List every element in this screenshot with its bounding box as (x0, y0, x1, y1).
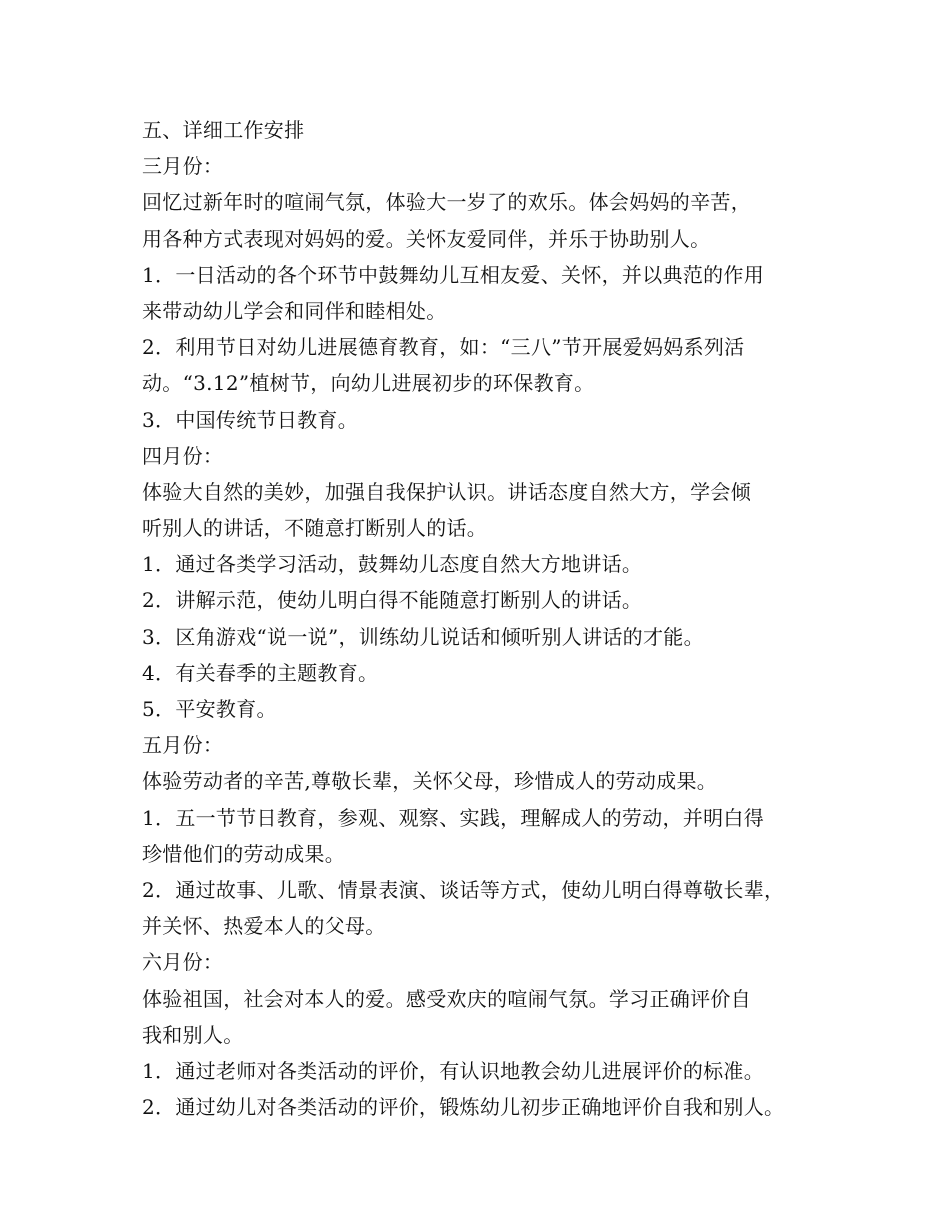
month-heading-june: 六月份： (142, 950, 224, 975)
month-heading-april: 四月份： (142, 443, 224, 468)
list-item-line: 2．讲解示范，使幼儿明白得不能随意打断别人的讲话。 (142, 588, 643, 613)
paragraph-line: 用各种方式表现对妈妈的爱。关怀友爱同伴，并乐于协助别人。 (142, 226, 711, 251)
list-item-line: 1．通过老师对各类活动的评价，有认识地教会幼儿进展评价的标准。 (142, 1058, 765, 1083)
paragraph-line: 体验大自然的美妙，加强自我保护认识。讲话态度自然大方，学会倾 (142, 479, 751, 504)
section-heading: 五、详细工作安排 (142, 118, 305, 142)
list-item-line: 3．中国传统节日教育。 (142, 407, 359, 432)
list-item-line: 4．有关春季的主题教育。 (142, 660, 379, 685)
paragraph-line: 回忆过新年时的喧闹气氛，体验大一岁了的欢乐。体会妈妈的辛苦， (142, 190, 751, 215)
month-heading-march: 三月份： (142, 154, 224, 179)
list-item-line: 2．通过幼儿对各类活动的评价，锻炼幼儿初步正确地评价自我和别人。 (142, 1095, 785, 1120)
month-heading-may: 五月份： (142, 733, 224, 758)
list-item-line: 2．通过故事、儿歌、情景表演、谈话等方式，使幼儿明白得尊敬长辈， (142, 877, 785, 902)
list-item-line: 1．一日活动的各个环节中鼓舞幼儿互相友爱、关怀，并以典范的作用 (142, 262, 765, 287)
paragraph-line: 体验祖国，社会对本人的爱。感受欢庆的喧闹气氛。学习正确评价自 (142, 986, 751, 1011)
list-item-line: 1．通过各类学习活动，鼓舞幼儿态度自然大方地讲话。 (142, 552, 643, 577)
list-item-line: 5．平安教育。 (142, 697, 277, 721)
list-item-line: 来带动幼儿学会和同伴和睦相处。 (142, 298, 447, 323)
list-item-line: 1．五一节节日教育，参观、观察、实践，理解成人的劳动，并明白得 (142, 805, 765, 830)
paragraph-line: 我和别人。 (142, 1022, 244, 1047)
paragraph-line: 听别人的讲话，不随意打断别人的话。 (142, 516, 488, 541)
document-page (142, 112, 822, 1125)
paragraph-line: 体验劳动者的辛苦,尊敬长辈，关怀父母，珍惜成人的劳动成果。 (142, 769, 718, 794)
list-item-line: 动。“3.12”植树节，向幼儿进展初步的环保教育。 (142, 371, 595, 396)
list-item-line: 并关怀、热爱本人的父母。 (142, 914, 386, 939)
list-item-line: 3．区角游戏“说一说”，训练幼儿说话和倾听别人讲话的才能。 (142, 624, 704, 649)
list-item-line: 2．利用节日对幼儿进展德育教育，如：“三八”节开展爱妈妈系列活 (142, 335, 745, 360)
list-item-line: 珍惜他们的劳动成果。 (142, 841, 345, 866)
